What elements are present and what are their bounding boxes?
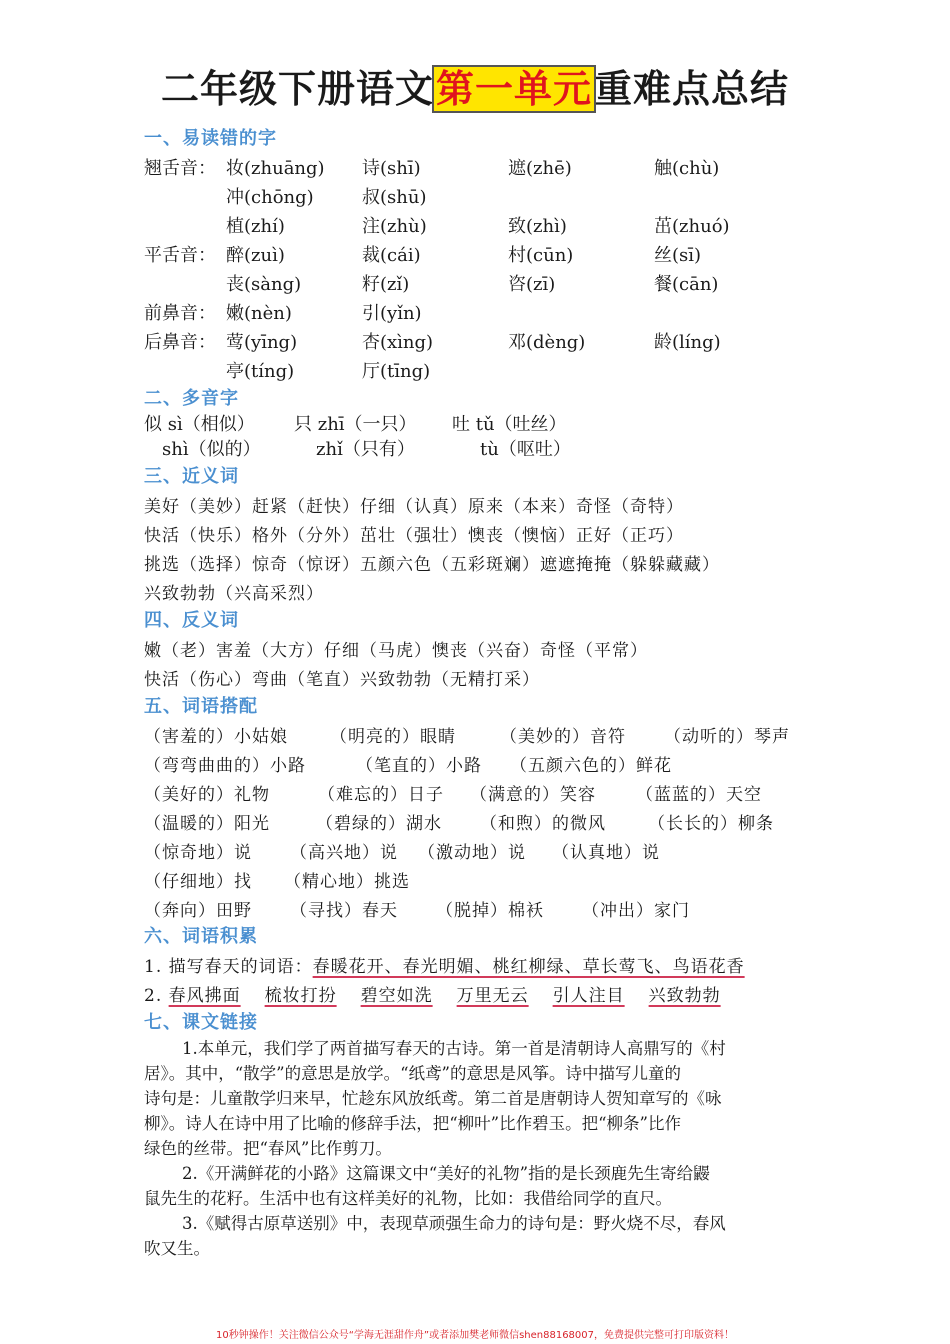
antonym-line: 快活（伤心）弯曲（笔直）兴致勃勃（无精打采）	[144, 670, 540, 690]
collocation-item: （仔细地）找	[144, 872, 252, 892]
reading-item: 触(chù)	[654, 158, 720, 179]
title-pre: 二年级下册语文	[160, 67, 434, 111]
section-heading-4: 四、反义词	[144, 610, 239, 631]
section-heading-6: 六、词语积累	[144, 926, 258, 947]
reading-item: 莺(yīng)	[226, 332, 298, 353]
paragraph-line: 3.《赋得古原草送别》中，表现草顽强生命力的诗句是：野火烧不尽，春风	[182, 1214, 726, 1233]
accumulation-label: 1. 描写春天的词语：	[144, 957, 313, 977]
reading-item: 嫩(nèn)	[226, 303, 292, 324]
synonym-line: 兴致勃勃（兴高采烈）	[144, 584, 324, 604]
collocation-item: （五颜六色的）鲜花	[510, 756, 672, 776]
collocation-item: （激动地）说	[418, 843, 526, 863]
reading-item: 醉(zuì)	[226, 245, 285, 266]
label-back-nasal: 后鼻音：	[144, 332, 216, 353]
accumulation-word: 春风拂面	[168, 986, 241, 1006]
polyphone-item: 只 zhī（一只）	[294, 414, 417, 435]
collocation-item: （美妙的）音符	[500, 727, 626, 747]
reading-item: 咨(zī)	[508, 274, 556, 295]
reading-item: 村(cūn)	[508, 245, 574, 266]
page-title	[0, 58, 950, 113]
antonym-line: 嫩（老）害羞（大方）仔细（马虎）懊丧（兴奋）奇怪（平常）	[144, 641, 648, 661]
reading-item: 厅(tīng)	[362, 361, 431, 382]
reading-item: 引(yǐn)	[362, 303, 422, 324]
accumulation-words: 春暖花开、春光明媚、桃红柳绿、草长莺飞、鸟语花香	[312, 957, 745, 977]
paragraph-line: 柳》。诗人在诗中用了比喻的修辞手法，把“柳叶”比作碧玉。把“柳条”比作	[144, 1114, 681, 1133]
reading-item: 丧(sàng)	[226, 274, 302, 295]
title-post: 重难点总结	[594, 67, 790, 111]
reading-item: 妆(zhuāng)	[226, 158, 325, 179]
accumulation-word: 万里无云	[456, 986, 529, 1006]
reading-item: 遮(zhē)	[508, 158, 572, 179]
title-highlight: 第一单元	[435, 67, 592, 111]
accumulation-word: 兴致勃勃	[648, 986, 721, 1006]
section-heading-7: 七、课文链接	[144, 1012, 258, 1033]
paragraph-line: 2.《开满鲜花的小路》这篇课文中“美好的礼物”指的是长颈鹿先生寄给鼹	[182, 1164, 710, 1183]
accumulation-word: 引人注目	[552, 986, 625, 1006]
label-retroflex: 翘舌音：	[144, 158, 216, 179]
synonym-line: 快活（快乐）格外（分外）茁壮（强壮）懊丧（懊恼）正好（正巧）	[144, 526, 684, 546]
accumulation-word: 梳妆打扮	[264, 986, 337, 1006]
collocation-item: （精心地）挑选	[284, 872, 410, 892]
label-flat-tongue: 平舌音：	[144, 245, 216, 266]
collocation-item: （美好的）礼物	[144, 785, 270, 805]
paragraph-line: 鼠先生的花籽。生活中也有这样美好的礼物，比如：我借给同学的直尺。	[144, 1189, 672, 1208]
collocation-item: （温暖的）阳光	[144, 814, 270, 834]
reading-item: 丝(sī)	[654, 245, 702, 266]
accumulation-word: 碧空如洗	[360, 986, 433, 1006]
footer-notice: 10秒钟操作！关注微信公众号“学海无涯甜作舟”或者添加樊老师微信shen88168007，免费提供完整可打印版资料！	[215, 1330, 735, 1341]
reading-item: 亭(tíng)	[226, 361, 295, 382]
paragraph-line: 1.本单元，我们学了两首描写春天的古诗。第一首是清朝诗人高鼎写的《村	[182, 1039, 726, 1058]
polyphone-item: 吐 tǔ（吐丝）	[452, 414, 567, 435]
section-heading-5: 五、词语搭配	[144, 696, 258, 717]
reading-item: 龄(líng)	[654, 332, 721, 353]
collocation-item: （脱掉）棉袄	[436, 901, 544, 921]
collocation-item: （动听的）琴声	[664, 727, 790, 747]
collocation-item: （认真地）说	[552, 843, 660, 863]
reading-item: 杏(xìng)	[362, 332, 434, 353]
paragraph-line: 吹又生。	[144, 1239, 210, 1258]
reading-item: 致(zhì)	[508, 216, 567, 237]
reading-item: 邓(dèng)	[508, 332, 586, 353]
synonym-line: 美好（美妙）赶紧（赶快）仔细（认真）原来（本来）奇怪（奇特）	[144, 497, 684, 517]
section-heading-2: 二、多音字	[144, 388, 239, 409]
accumulation-num: 2.	[144, 986, 169, 1006]
collocation-item: （弯弯曲曲的）小路	[144, 756, 306, 776]
reading-item: 叔(shū)	[362, 187, 427, 208]
collocation-item: （长长的）柳条	[648, 814, 774, 834]
section-heading-1: 一、易读错的字	[144, 128, 277, 149]
polyphone-item: 似 sì（相似）	[144, 414, 255, 435]
collocation-item: （害羞的）小姑娘	[144, 727, 288, 747]
collocation-item: （碧绿的）湖水	[316, 814, 442, 834]
accumulation-line-1	[144, 952, 745, 977]
reading-item: 裁(cái)	[362, 245, 421, 266]
reading-item: 诗(shī)	[362, 158, 421, 179]
accumulation-line-2	[144, 981, 721, 1006]
paragraph-line: 居》。其中，“散学”的意思是放学。“纸鸢”的意思是风筝。诗中描写儿童的	[144, 1064, 681, 1083]
collocation-item: （蓝蓝的）天空	[636, 785, 762, 805]
collocation-item: （难忘的）日子	[318, 785, 444, 805]
reading-item: 餐(cān)	[654, 274, 719, 295]
reading-item: 籽(zǐ)	[362, 274, 410, 295]
paragraph-line: 诗句是：儿童散学归来早，忙趁东风放纸鸢。第二首是唐朝诗人贺知章写的《咏	[144, 1089, 722, 1108]
reading-item: 茁(zhuó)	[654, 216, 730, 237]
reading-item: 冲(chōng)	[226, 187, 314, 208]
paragraph-line: 绿色的丝带。把“春风”比作剪刀。	[144, 1139, 392, 1158]
collocation-item: （和煦）的微风	[480, 814, 606, 834]
collocation-item: （满意的）笑容	[470, 785, 596, 805]
section-heading-3: 三、近义词	[144, 466, 239, 487]
collocation-item: （笔直的）小路	[356, 756, 482, 776]
collocation-item: （寻找）春天	[290, 901, 398, 921]
collocation-item: （奔向）田野	[144, 901, 252, 921]
reading-item: 注(zhù)	[362, 216, 427, 237]
polyphone-item: shì（似的）	[162, 439, 261, 460]
collocation-item: （高兴地）说	[290, 843, 398, 863]
collocation-item: （明亮的）眼睛	[330, 727, 456, 747]
polyphone-item: zhǐ（只有）	[316, 439, 415, 460]
reading-item: 植(zhí)	[226, 216, 285, 237]
polyphone-item: tù（呕吐）	[480, 439, 571, 460]
collocation-item: （冲出）家门	[582, 901, 690, 921]
synonym-line: 挑选（选择）惊奇（惊讶）五颜六色（五彩斑斓）遮遮掩掩（躲躲藏藏）	[144, 555, 720, 575]
label-front-nasal: 前鼻音：	[144, 303, 216, 324]
collocation-item: （惊奇地）说	[144, 843, 252, 863]
